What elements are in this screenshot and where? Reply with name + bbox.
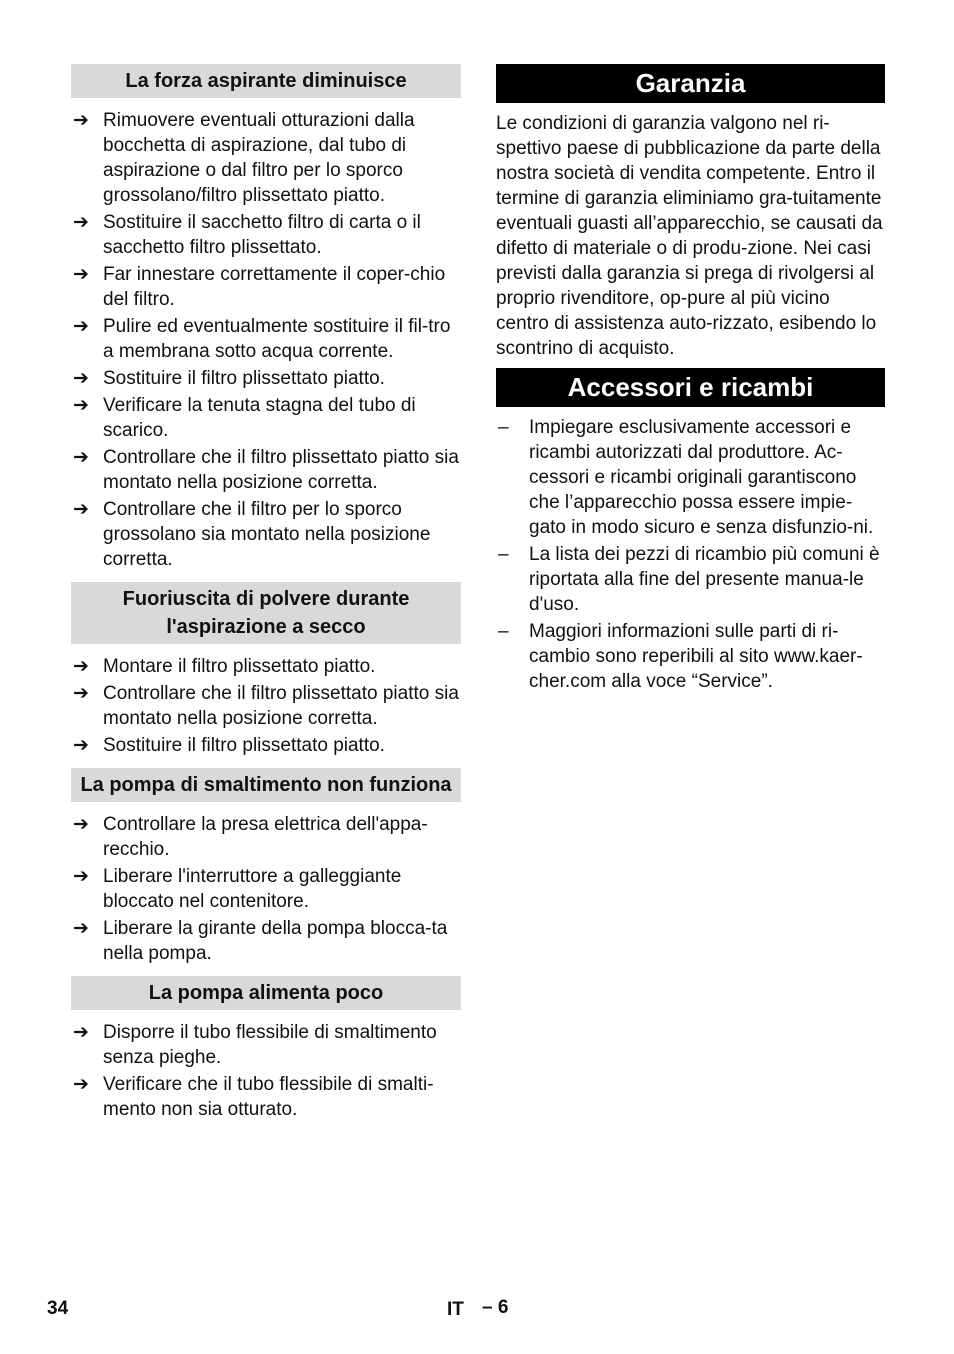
list-item: ➔ Controllare la presa elettrica dell'appa-recchio.	[73, 814, 428, 860]
arrow-icon: ➔	[73, 918, 89, 939]
list-item: – Impiegare esclusivamente accessori e ricambi autorizzati dal produttore. Ac-cessori e ricambi originali garantiscono che l’apparecchio possa essere impie-gato in modo sicuro e senza disfunzio-ni.	[498, 417, 874, 538]
section-accessori-ricambi	[496, 368, 885, 694]
bullet-list	[71, 812, 461, 966]
section-title: Garanzia	[496, 64, 885, 103]
section-heading: La forza aspirante diminuisce	[71, 64, 461, 98]
arrow-icon: ➔	[73, 866, 89, 887]
arrow-icon: ➔	[73, 395, 89, 416]
arrow-icon: ➔	[73, 447, 89, 468]
right-column	[496, 64, 885, 696]
section-garanzia	[496, 64, 885, 361]
dash-icon: –	[498, 417, 509, 438]
list-item: ➔ Sostituire il sacchetto filtro di carta o il sacchetto filtro plissettato.	[73, 212, 421, 258]
section-heading: Fuoriuscita di polvere durante l'aspirazione a secco	[71, 582, 461, 644]
list-item: – Maggiori informazioni sulle parti di ri-cambio sono reperibili al sito www.kaer-cher.com alla voce “Service”.	[498, 621, 863, 692]
page-number: 34	[47, 1298, 69, 1319]
arrow-icon: ➔	[73, 368, 89, 389]
list-item: ➔ Far innestare correttamente il coper-chio del filtro.	[73, 264, 446, 310]
list-item: ➔ Controllare che il filtro per lo sporco grossolano sia montato nella posizione corretta.	[73, 499, 431, 570]
section-page-number: – 6	[482, 1297, 509, 1318]
list-item: ➔ Verificare la tenuta stagna del tubo di scarico.	[73, 395, 416, 441]
arrow-icon: ➔	[73, 264, 89, 285]
bullet-list	[71, 108, 461, 572]
list-item: ➔ Rimuovere eventuali otturazioni dalla bocchetta di aspirazione, dal tubo di aspirazione o dal filtro per lo sporco grossolano/filtro plissettato piatto.	[73, 110, 415, 206]
section-fuoriuscita-polvere	[71, 582, 461, 758]
list-item: ➔ Verificare che il tubo flessibile di smalti-mento non sia otturato.	[73, 1074, 434, 1120]
arrow-icon: ➔	[73, 683, 89, 704]
arrow-icon: ➔	[73, 110, 89, 131]
arrow-icon: ➔	[73, 212, 89, 233]
list-item: ➔ Controllare che il filtro plissettato piatto sia montato nella posizione corretta.	[73, 683, 459, 729]
dash-list	[496, 415, 885, 694]
paragraph: Le condizioni di garanzia valgono nel ri-spettivo paese di pubblicazione da parte della nostra società di vendita competente. Entro il termine di garanzia eliminiamo gra-tuitamente eventuali guasti all’apparecchio, se causati da difetto di materiale o di produ-zione. Nei casi previsti dalla garanzia si prega di rivolgersi al proprio rivenditore, op-pure al più vicino centro di assistenza auto-rizzato, esibendo lo scontrino di acquisto.	[496, 113, 883, 359]
dash-icon: –	[498, 621, 509, 642]
list-item: ➔ Montare il filtro plissettato piatto.	[73, 656, 376, 677]
arrow-icon: ➔	[73, 499, 89, 520]
list-item: – La lista dei pezzi di ricambio più comuni è riportata alla fine del presente manua-le d'uso.	[498, 544, 880, 615]
list-item: ➔ Liberare la girante della pompa blocca-ta nella pompa.	[73, 918, 448, 964]
language-code: IT	[447, 1299, 464, 1320]
dash-icon: –	[498, 544, 509, 565]
section-forza-aspirante	[71, 64, 461, 572]
list-item: ➔ Pulire ed eventualmente sostituire il fil-tro a membrana sotto acqua corrente.	[73, 316, 451, 362]
list-item: ➔ Liberare l'interruttore a galleggiante bloccato nel contenitore.	[73, 866, 402, 912]
list-item: ➔ Controllare che il filtro plissettato piatto sia montato nella posizione corretta.	[73, 447, 459, 493]
bullet-list	[71, 654, 461, 758]
left-column	[71, 64, 461, 1124]
section-title: Accessori e ricambi	[496, 368, 885, 407]
arrow-icon: ➔	[73, 735, 89, 756]
section-heading: La pompa di smaltimento non funziona	[71, 768, 461, 802]
arrow-icon: ➔	[73, 1074, 89, 1095]
list-item: ➔ Sostituire il filtro plissettato piatto.	[73, 735, 385, 756]
bullet-list	[71, 1020, 461, 1122]
section-pompa-alimenta-poco	[71, 976, 461, 1122]
list-item: ➔ Sostituire il filtro plissettato piatto.	[73, 368, 385, 389]
arrow-icon: ➔	[73, 656, 89, 677]
list-item: ➔ Disporre il tubo flessibile di smaltimento senza pieghe.	[73, 1022, 437, 1068]
section-heading: La pompa alimenta poco	[71, 976, 461, 1010]
arrow-icon: ➔	[73, 814, 89, 835]
arrow-icon: ➔	[73, 316, 89, 337]
section-pompa-non-funziona	[71, 768, 461, 966]
arrow-icon: ➔	[73, 1022, 89, 1043]
